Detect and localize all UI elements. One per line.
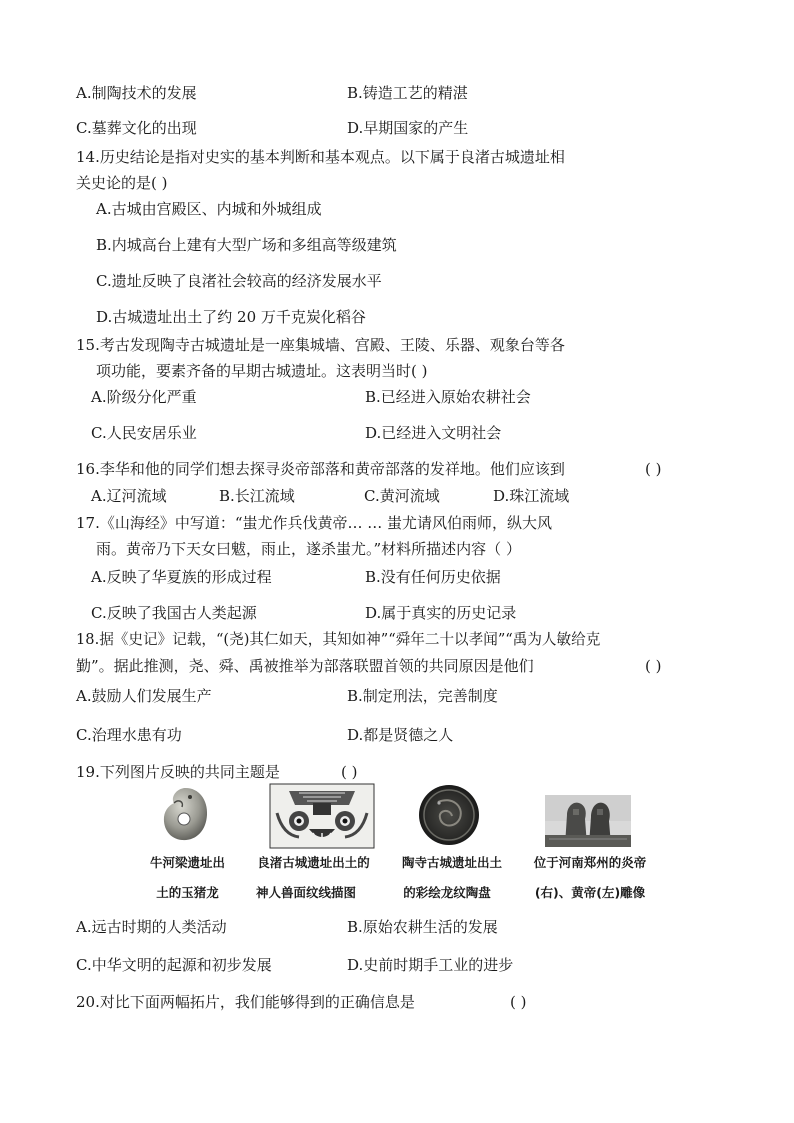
q14-option-b: B.内城高台上建有大型广场和多组高等级建筑 (96, 236, 397, 254)
q19-option-a: A.远古时期的人类活动 (76, 918, 227, 936)
q18-stem-line2: 勤”。据此推测，尧、舜、禹被推举为部落联盟首领的共同原因是他们 (76, 657, 534, 675)
q13-option-d: D.早期国家的产生 (347, 119, 469, 137)
dragon-pottery-plate-icon (418, 784, 480, 846)
q15-option-a: A.阶级分化严重 (91, 388, 197, 406)
q17-option-b: B.没有任何历史依据 (365, 568, 501, 586)
q15-option-c: C.人民安居乐业 (91, 424, 197, 442)
q18-answer-paren: ( ) (645, 657, 662, 675)
q18-option-d: D.都是贤德之人 (347, 726, 454, 744)
q17-option-c: C.反映了我国古人类起源 (91, 604, 257, 622)
q15-stem-line1: 15.考古发现陶寺古城遗址是一座集城墙、宫殿、王陵、乐器、观象台等各 (76, 336, 565, 354)
image4-caption-line1: 位于河南郑州的炎帝 (533, 855, 647, 870)
q13-option-a: A.制陶技术的发展 (76, 84, 197, 102)
q19-answer-paren: ( ) (341, 763, 358, 781)
q16-option-a: A.辽河流域 (91, 487, 167, 505)
image2-caption-line2: 神人兽面纹线描图 (255, 885, 356, 900)
q14-option-a: A.古城由宫殿区、内城和外城组成 (96, 200, 322, 218)
q14-option-d: D.古城遗址出土了约 20 万千克炭化稻谷 (96, 308, 366, 326)
q18-option-a: A.鼓励人们发展生产 (76, 687, 212, 705)
yan-huang-statue-icon (545, 795, 631, 847)
q13-option-c: C.墓葬文化的出现 (76, 119, 197, 137)
q14-stem-line2: 关史论的是( ) (76, 174, 168, 192)
q17-option-d: D.属于真实的历史记录 (365, 604, 517, 622)
q16-answer-paren: ( ) (645, 460, 662, 478)
q19-stem: 19.下列图片反映的共同主题是 (76, 763, 280, 781)
q19-option-d: D.史前时期手工业的进步 (347, 956, 514, 974)
image3-caption-line1: 陶寺古城遗址出土 (401, 855, 502, 870)
q20-stem: 20.对比下面两幅拓片，我们能够得到的正确信息是 (76, 993, 415, 1011)
q15-option-d: D.已经进入文明社会 (365, 424, 502, 442)
image2-caption-line1: 良渚古城遗址出土的 (257, 855, 370, 870)
q17-option-a: A.反映了华夏族的形成过程 (91, 568, 272, 586)
q18-stem-line1: 18.据《史记》记载，“(尧)其仁如天，其知如神”“舜年二十以孝闻”“禹为人敏给克 (76, 631, 601, 648)
beast-mask-drawing-icon (269, 783, 375, 849)
q16-option-b: B.长江流域 (219, 487, 295, 505)
q13-option-b: B.铸造工艺的精湛 (347, 84, 468, 102)
q18-option-c: C.治理水患有功 (76, 726, 182, 744)
q16-stem: 16.李华和他的同学们想去探寻炎帝部落和黄帝部落的发祥地。他们应该到 (76, 460, 565, 478)
q19-option-b: B.原始农耕生活的发展 (347, 918, 498, 936)
q15-stem-line2: 项功能，要素齐备的早期古城遗址。这表明当时( ) (96, 362, 428, 380)
q16-option-c: C.黄河流域 (364, 487, 440, 505)
q14-option-c: C.遗址反映了良渚社会较高的经济发展水平 (96, 272, 382, 290)
image4-caption-line2: (右)、黄帝(左)雕像 (534, 885, 646, 900)
image1-caption-line1: 牛河梁遗址出 (149, 855, 225, 870)
image3-caption-line2: 的彩绘龙纹陶盘 (403, 885, 491, 900)
q17-stem-line2: 雨。黄帝乃下天女曰魃，雨止，遂杀蚩尤。”材料所描述内容（ ） (96, 540, 521, 558)
q14-stem-line1: 14.历史结论是指对史实的基本判断和基本观点。以下属于良渚古城遗址相 (76, 148, 565, 166)
q15-option-b: B.已经进入原始农耕社会 (365, 388, 531, 406)
q18-option-b: B.制定刑法，完善制度 (347, 687, 498, 705)
q16-option-d: D.珠江流域 (493, 487, 570, 505)
q17-stem-line1: 17.《山海经》中写道：“蚩尤作兵伐黄帝… … 蚩尤请风伯雨师，纵大风 (76, 514, 553, 532)
q19-option-c: C.中华文明的起源和初步发展 (76, 956, 272, 974)
jade-pig-dragon-icon (160, 785, 210, 843)
image1-caption-line2: 土的玉猪龙 (156, 885, 219, 900)
q20-answer-paren: ( ) (510, 993, 527, 1011)
